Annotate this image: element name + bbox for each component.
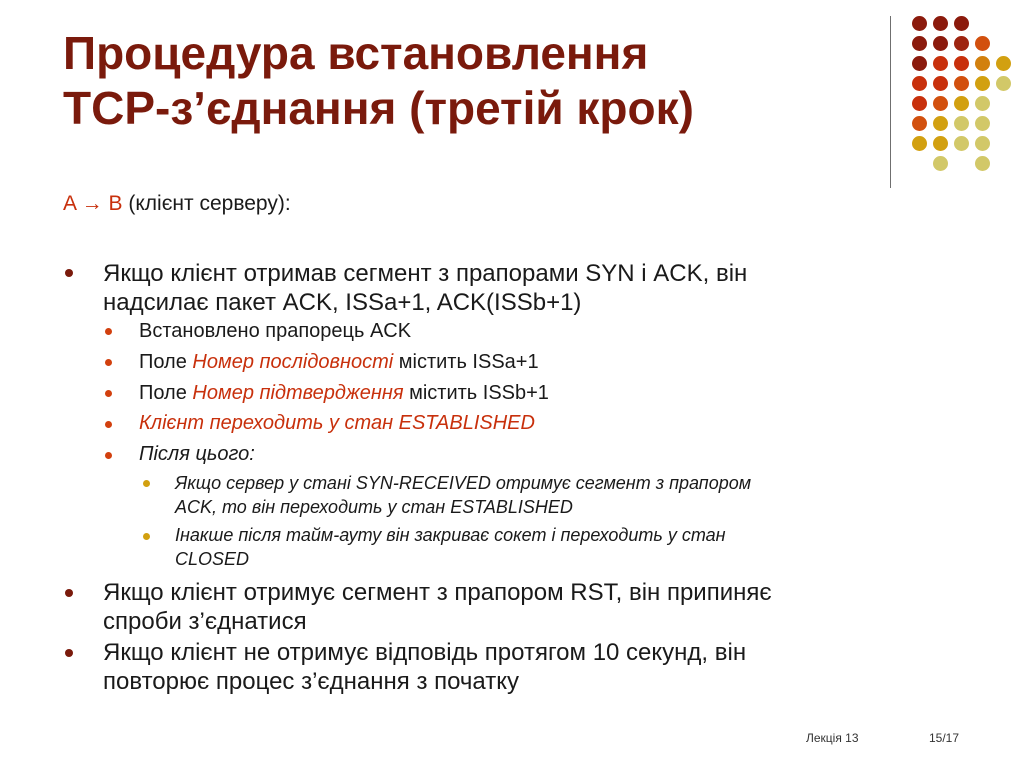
list-item [175, 523, 935, 571]
dot-icon [975, 116, 990, 131]
direction-note: (клієнт серверу): [128, 192, 291, 215]
list-item-line: ACK, то він переходить у стан ESTABLISHED [175, 497, 573, 517]
dot-icon [954, 56, 969, 71]
list-item-line: надсилає пакет ACK, ISSa+1, ACK(ISSb+1) [103, 289, 582, 316]
dot-icon [975, 36, 990, 51]
dot-icon [975, 136, 990, 151]
bullet-icon [65, 269, 73, 277]
dot-icon [912, 116, 927, 131]
subtitle [63, 192, 291, 216]
dot-icon [912, 16, 927, 31]
list-item-line: Якщо сервер у стані SYN-RECEIVED отримує сегмент з прапором [175, 473, 752, 493]
bullet-icon [65, 649, 73, 657]
list-item [139, 410, 879, 436]
dot-icon [933, 96, 948, 111]
dot-icon [954, 76, 969, 91]
list-item-text: Клієнт переходить у стан ESTABLISHED [139, 412, 535, 434]
bullet-icon [105, 359, 112, 366]
list-item [103, 578, 893, 636]
dot-icon [912, 136, 927, 151]
dot-icon [975, 76, 990, 91]
dot-icon [933, 36, 948, 51]
field-name: Номер підтвердження [192, 382, 404, 404]
list-item-text: містить ISSb+1 [403, 382, 549, 404]
list-item [139, 380, 879, 406]
dot-icon [975, 156, 990, 171]
dot-icon [954, 136, 969, 151]
dot-icon [933, 56, 948, 71]
bullet-icon [105, 390, 112, 397]
dot-icon [912, 36, 927, 51]
bullet-icon [143, 480, 150, 487]
list-item-line: Якщо клієнт не отримує відповідь протягом 10 секунд, він [103, 639, 747, 666]
direction-label: A → B [63, 192, 123, 215]
dot-icon [912, 96, 927, 111]
slide-title [63, 26, 863, 136]
dot-icon [912, 56, 927, 71]
list-item [139, 349, 879, 375]
list-item-line: Якщо клієнт отримує сегмент з прапором RST, він припиняє [103, 579, 772, 606]
footer-lecture: Лекція 13 [806, 731, 859, 745]
slide-title-line-2: TCP-з’єднання (третій крок) [63, 82, 694, 134]
list-item-text: Поле [139, 382, 193, 404]
bullet-icon [143, 533, 150, 540]
list-item [175, 471, 935, 519]
dot-icon [933, 76, 948, 91]
bullet-icon [105, 421, 112, 428]
page-number: 15/17 [929, 731, 960, 745]
field-name: Номер послідовності [192, 351, 394, 373]
decorative-divider [890, 16, 891, 188]
dot-icon [954, 96, 969, 111]
list-item [139, 441, 879, 467]
list-item-text: Після цього: [139, 443, 255, 465]
list-item-line: спроби з’єднатися [103, 608, 307, 635]
bullet-icon [105, 452, 112, 459]
dot-icon [912, 76, 927, 91]
list-item-line: Інакше після тайм-ауту він закриває сокет і переходить у стан [175, 525, 726, 545]
list-item-text: містить ISSa+1 [393, 351, 539, 373]
dot-icon [996, 56, 1011, 71]
slide-title-line-1: Процедура встановлення [63, 27, 649, 79]
dot-icon [933, 116, 948, 131]
list-item-line: повторює процес з’єднання з початку [103, 668, 520, 695]
list-item [103, 259, 893, 317]
list-item-text: Поле [139, 351, 193, 373]
list-item-text: Встановлено прапорець ACK [139, 320, 412, 342]
dot-icon [933, 16, 948, 31]
dot-icon [933, 136, 948, 151]
list-item-line: CLOSED [175, 549, 250, 569]
dot-icon [975, 96, 990, 111]
bullet-icon [65, 589, 73, 597]
dot-icon [975, 56, 990, 71]
list-item-line: Якщо клієнт отримав сегмент з прапорами SYN і ACK, він [103, 260, 748, 287]
dot-icon [954, 16, 969, 31]
bullet-icon [105, 328, 112, 335]
list-item [103, 638, 893, 696]
list-item [139, 318, 879, 344]
dot-icon [996, 76, 1011, 91]
dot-icon [933, 156, 948, 171]
dot-icon [954, 116, 969, 131]
dot-icon [954, 36, 969, 51]
